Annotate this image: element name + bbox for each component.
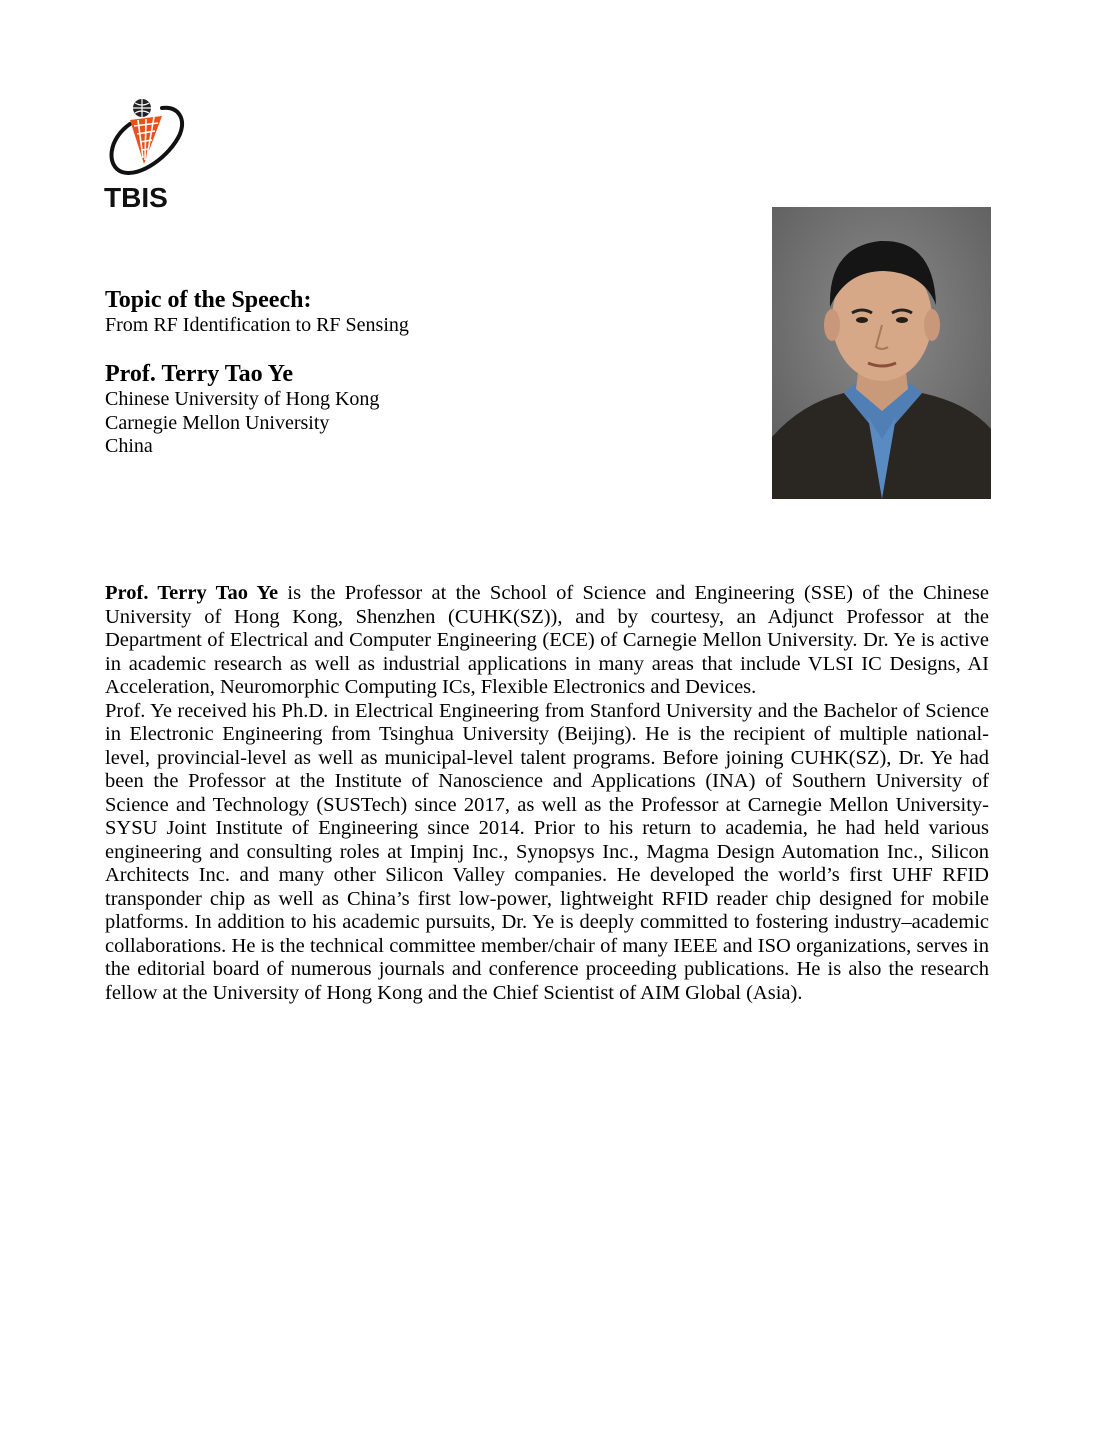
- speaker-affiliation: Chinese University of Hong Kong: [105, 388, 380, 410]
- tbis-globe-icon: [100, 94, 192, 184]
- bio-paragraph: Prof. Ye received his Ph.D. in Electrical Engineering from Stanford University and the Bachelor of Science in Electronic Engineering from Tsinghua University (Beijing). He is the recipient of multiple national-level, provincial-level as well as municipal-level talent programs. Before joining CUHK(SZ), Dr. Ye had been the Professor at the Institute of Nanoscience and Applications (INA) of Southern University of Science and Technology (SUSTech) since 2017, as well as the Professor at Carnegie Mellon University-SYSU Joint Institute of Engineering since 2014. Prior to his return to academia, he had held various engineering and consulting roles at Impinj Inc., Synopsys Inc., Magma Design Automation Inc., Silicon Architects Inc. and many other Silicon Valley companies. He developed the world’s first UHF RFID transponder chip as well as China’s first low-power, lightweight RFID reader chip designed for mobile platforms. In addition to his academic pursuits, Dr. Ye is deeply committed to fostering industry–academic collaborations. He is the technical committee member/chair of many IEEE and ISO organizations, serves in the editorial board of numerous journals and conference proceeding publications. He is also the research fellow at the University of Hong Kong and the Chief Scientist of AIM Global (Asia).: [105, 699, 989, 1004]
- bio-paragraph: [105, 582, 989, 700]
- logo-text: TBIS: [104, 182, 168, 213]
- speaker-affiliation: Carnegie Mellon University: [105, 411, 330, 434]
- speaker-portrait-image: [772, 207, 991, 499]
- speaker-affiliation: China: [105, 435, 153, 457]
- bio-text: [105, 582, 989, 1005]
- speaker-name: Prof. Terry Tao Ye: [105, 361, 294, 387]
- bio-lead-name: Prof. Terry Tao Ye: [105, 582, 279, 604]
- topic-block: [105, 286, 705, 338]
- tbis-logo: [100, 94, 192, 216]
- topic-title: From RF Identification to RF Sensing: [105, 314, 409, 336]
- speaker-photo: [772, 207, 991, 499]
- topic-heading: Topic of the Speech:: [105, 287, 312, 313]
- speaker-block: [105, 360, 705, 459]
- bio-paragraph-text: is the Professor at the School of Science and Engineering (SSE) of the Chinese University of Hong Kong, Shenzhen (CUHK(SZ)), and by courtesy, an Adjunct Professor at the Department of Electrical and Computer Engineering (ECE) of Carnegie Mellon University. Dr. Ye is active in academic research as well as industrial applications in many areas that include VLSI IC Designs, AI Acceleration, Neuromorphic Computing ICs, Flexible Electronics and Devices.: [105, 582, 990, 698]
